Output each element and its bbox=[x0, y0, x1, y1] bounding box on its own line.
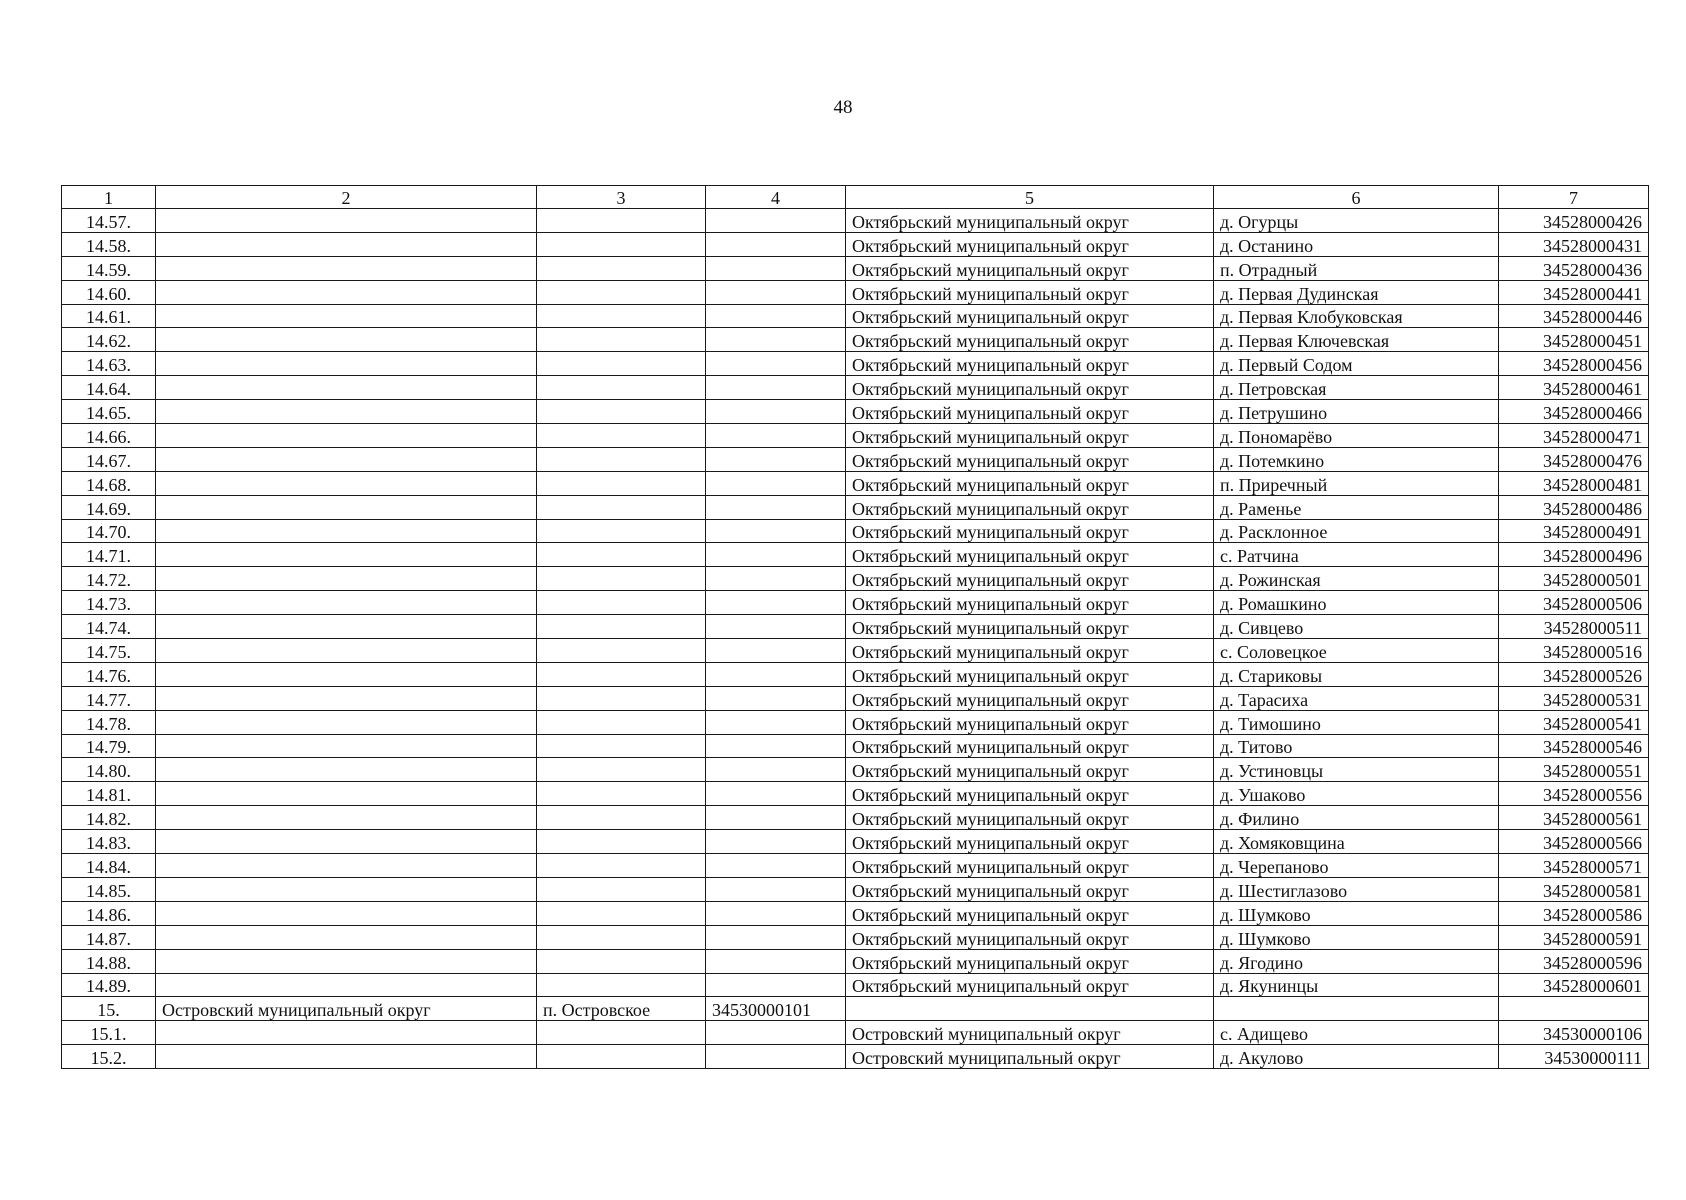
table-row bbox=[62, 686, 1649, 710]
municipality-cell bbox=[156, 639, 537, 663]
oktmo-code-cell: 34528000551 bbox=[1499, 758, 1649, 782]
municipality-cell bbox=[156, 615, 537, 639]
oktmo-code-cell: 34528000446 bbox=[1499, 304, 1649, 328]
oktmo-center-cell bbox=[706, 304, 846, 328]
district-cell: Октябрьский муниципальный округ bbox=[846, 232, 1214, 256]
oktmo-center-cell bbox=[706, 495, 846, 519]
admin-center-cell bbox=[537, 877, 706, 901]
row-number-cell: 14.61. bbox=[62, 304, 156, 328]
oktmo-code-cell: 34528000461 bbox=[1499, 376, 1649, 400]
row-number-cell: 14.85. bbox=[62, 877, 156, 901]
municipality-cell bbox=[156, 686, 537, 710]
admin-center-cell bbox=[537, 328, 706, 352]
municipality-cell bbox=[156, 304, 537, 328]
admin-center-cell bbox=[537, 662, 706, 686]
oktmo-center-cell bbox=[706, 901, 846, 925]
oktmo-center-cell bbox=[706, 543, 846, 567]
oktmo-center-cell bbox=[706, 424, 846, 448]
district-cell: Октябрьский муниципальный округ bbox=[846, 901, 1214, 925]
district-cell: Октябрьский муниципальный округ bbox=[846, 949, 1214, 973]
row-number-cell: 14.78. bbox=[62, 710, 156, 734]
settlements-table bbox=[61, 185, 1649, 1069]
district-cell: Октябрьский муниципальный округ bbox=[846, 591, 1214, 615]
district-cell: Октябрьский муниципальный округ bbox=[846, 400, 1214, 424]
settlement-cell bbox=[1214, 997, 1499, 1021]
oktmo-code-cell: 34528000451 bbox=[1499, 328, 1649, 352]
oktmo-center-cell bbox=[706, 806, 846, 830]
oktmo-center-cell bbox=[706, 1045, 846, 1069]
settlement-cell: д. Шумково bbox=[1214, 901, 1499, 925]
row-number-cell: 14.70. bbox=[62, 519, 156, 543]
table-row bbox=[62, 304, 1649, 328]
table-row bbox=[62, 806, 1649, 830]
oktmo-code-cell: 34528000476 bbox=[1499, 447, 1649, 471]
oktmo-center-cell bbox=[706, 615, 846, 639]
oktmo-code-cell: 34528000546 bbox=[1499, 734, 1649, 758]
oktmo-code-cell: 34528000541 bbox=[1499, 710, 1649, 734]
row-number-cell: 14.57. bbox=[62, 209, 156, 233]
table-row bbox=[62, 495, 1649, 519]
municipality-cell bbox=[156, 1045, 537, 1069]
oktmo-center-cell bbox=[706, 209, 846, 233]
admin-center-cell bbox=[537, 519, 706, 543]
table-row bbox=[62, 925, 1649, 949]
oktmo-center-cell bbox=[706, 591, 846, 615]
admin-center-cell bbox=[537, 830, 706, 854]
municipality-cell bbox=[156, 232, 537, 256]
row-number-cell: 14.83. bbox=[62, 830, 156, 854]
district-cell: Октябрьский муниципальный округ bbox=[846, 328, 1214, 352]
municipality-cell bbox=[156, 806, 537, 830]
row-number-cell: 14.72. bbox=[62, 567, 156, 591]
settlement-cell: д. Тимошино bbox=[1214, 710, 1499, 734]
admin-center-cell bbox=[537, 710, 706, 734]
district-cell: Октябрьский муниципальный округ bbox=[846, 352, 1214, 376]
row-number-cell: 14.76. bbox=[62, 662, 156, 686]
district-cell: Октябрьский муниципальный округ bbox=[846, 782, 1214, 806]
row-number-cell: 14.63. bbox=[62, 352, 156, 376]
settlement-cell: п. Отрадный bbox=[1214, 256, 1499, 280]
oktmo-code-cell: 34528000506 bbox=[1499, 591, 1649, 615]
table-row bbox=[62, 352, 1649, 376]
municipality-cell bbox=[156, 591, 537, 615]
admin-center-cell bbox=[537, 543, 706, 567]
admin-center-cell bbox=[537, 639, 706, 663]
municipality-cell bbox=[156, 662, 537, 686]
oktmo-center-cell bbox=[706, 232, 846, 256]
municipality-cell bbox=[156, 328, 537, 352]
municipality-cell bbox=[156, 495, 537, 519]
admin-center-cell bbox=[537, 758, 706, 782]
header-cell-col-1: 1 bbox=[62, 186, 156, 209]
oktmo-center-cell bbox=[706, 256, 846, 280]
oktmo-code-cell: 34528000596 bbox=[1499, 949, 1649, 973]
oktmo-code-cell bbox=[1499, 997, 1649, 1021]
municipality-cell bbox=[156, 1021, 537, 1045]
row-number-cell: 14.89. bbox=[62, 973, 156, 997]
admin-center-cell bbox=[537, 854, 706, 878]
district-cell: Октябрьский муниципальный округ bbox=[846, 615, 1214, 639]
oktmo-code-cell: 34528000486 bbox=[1499, 495, 1649, 519]
oktmo-center-cell bbox=[706, 328, 846, 352]
table-row bbox=[62, 949, 1649, 973]
oktmo-code-cell: 34530000111 bbox=[1499, 1045, 1649, 1069]
table-row bbox=[62, 710, 1649, 734]
municipality-cell bbox=[156, 424, 537, 448]
settlement-cell: д. Сивцево bbox=[1214, 615, 1499, 639]
table-row bbox=[62, 591, 1649, 615]
oktmo-center-cell bbox=[706, 567, 846, 591]
header-cell-col-4: 4 bbox=[706, 186, 846, 209]
district-cell: Октябрьский муниципальный округ bbox=[846, 280, 1214, 304]
row-number-cell: 14.60. bbox=[62, 280, 156, 304]
admin-center-cell bbox=[537, 256, 706, 280]
district-cell: Октябрьский муниципальный округ bbox=[846, 471, 1214, 495]
district-cell: Октябрьский муниципальный округ bbox=[846, 543, 1214, 567]
oktmo-center-cell bbox=[706, 280, 846, 304]
row-number-cell: 15. bbox=[62, 997, 156, 1021]
row-number-cell: 14.67. bbox=[62, 447, 156, 471]
row-number-cell: 14.73. bbox=[62, 591, 156, 615]
admin-center-cell bbox=[537, 424, 706, 448]
settlement-cell: д. Огурцы bbox=[1214, 209, 1499, 233]
settlement-cell: д. Пономарёво bbox=[1214, 424, 1499, 448]
oktmo-code-cell: 34528000496 bbox=[1499, 543, 1649, 567]
settlement-cell: д. Шумково bbox=[1214, 925, 1499, 949]
row-number-cell: 14.66. bbox=[62, 424, 156, 448]
settlement-cell: д. Рожинская bbox=[1214, 567, 1499, 591]
oktmo-center-cell bbox=[706, 782, 846, 806]
row-number-cell: 14.81. bbox=[62, 782, 156, 806]
oktmo-code-cell: 34530000106 bbox=[1499, 1021, 1649, 1045]
table-row bbox=[62, 543, 1649, 567]
district-cell: Октябрьский муниципальный округ bbox=[846, 639, 1214, 663]
municipality-cell bbox=[156, 877, 537, 901]
district-cell: Октябрьский муниципальный округ bbox=[846, 567, 1214, 591]
table-row bbox=[62, 256, 1649, 280]
header-cell-col-6: 6 bbox=[1214, 186, 1499, 209]
municipality-cell bbox=[156, 352, 537, 376]
oktmo-code-cell: 34528000511 bbox=[1499, 615, 1649, 639]
table-body bbox=[62, 186, 1649, 1069]
district-cell: Октябрьский муниципальный округ bbox=[846, 686, 1214, 710]
oktmo-code-cell: 34528000481 bbox=[1499, 471, 1649, 495]
municipality-cell bbox=[156, 901, 537, 925]
oktmo-center-cell bbox=[706, 447, 846, 471]
admin-center-cell bbox=[537, 615, 706, 639]
district-cell: Октябрьский муниципальный округ bbox=[846, 973, 1214, 997]
row-number-cell: 14.88. bbox=[62, 949, 156, 973]
page-number: 48 bbox=[833, 97, 853, 118]
settlement-cell: п. Приречный bbox=[1214, 471, 1499, 495]
row-number-cell: 14.82. bbox=[62, 806, 156, 830]
row-number-cell: 14.64. bbox=[62, 376, 156, 400]
settlement-cell: д. Первая Клобуковская bbox=[1214, 304, 1499, 328]
district-cell: Октябрьский муниципальный округ bbox=[846, 925, 1214, 949]
municipality-cell bbox=[156, 710, 537, 734]
settlement-cell: д. Устиновцы bbox=[1214, 758, 1499, 782]
municipality-cell bbox=[156, 973, 537, 997]
settlement-cell: д. Останино bbox=[1214, 232, 1499, 256]
table-row bbox=[62, 1045, 1649, 1069]
municipality-cell bbox=[156, 400, 537, 424]
admin-center-cell bbox=[537, 280, 706, 304]
oktmo-code-cell: 34528000566 bbox=[1499, 830, 1649, 854]
row-number-cell: 14.87. bbox=[62, 925, 156, 949]
district-cell: Октябрьский муниципальный округ bbox=[846, 304, 1214, 328]
row-number-cell: 14.62. bbox=[62, 328, 156, 352]
row-number-cell: 15.1. bbox=[62, 1021, 156, 1045]
settlement-cell: д. Черепаново bbox=[1214, 854, 1499, 878]
oktmo-code-cell: 34528000441 bbox=[1499, 280, 1649, 304]
oktmo-code-cell: 34528000581 bbox=[1499, 877, 1649, 901]
table-row bbox=[62, 471, 1649, 495]
settlement-cell: д. Хомяковщина bbox=[1214, 830, 1499, 854]
admin-center-cell bbox=[537, 209, 706, 233]
settlement-cell: д. Якунинцы bbox=[1214, 973, 1499, 997]
district-cell: Октябрьский муниципальный округ bbox=[846, 447, 1214, 471]
settlement-cell: д. Первая Ключевская bbox=[1214, 328, 1499, 352]
oktmo-center-cell bbox=[706, 854, 846, 878]
table-row bbox=[62, 734, 1649, 758]
table-row bbox=[62, 567, 1649, 591]
oktmo-code-cell: 34528000471 bbox=[1499, 424, 1649, 448]
district-cell: Октябрьский муниципальный округ bbox=[846, 758, 1214, 782]
settlement-cell: д. Первый Содом bbox=[1214, 352, 1499, 376]
municipality-cell bbox=[156, 830, 537, 854]
table-row bbox=[62, 400, 1649, 424]
municipality-cell bbox=[156, 447, 537, 471]
oktmo-center-cell bbox=[706, 376, 846, 400]
municipality-cell bbox=[156, 280, 537, 304]
settlement-cell: д. Петрушино bbox=[1214, 400, 1499, 424]
admin-center-cell bbox=[537, 447, 706, 471]
oktmo-code-cell: 34528000466 bbox=[1499, 400, 1649, 424]
table-row bbox=[62, 973, 1649, 997]
admin-center-cell: п. Островское bbox=[537, 997, 706, 1021]
district-cell: Октябрьский муниципальный округ bbox=[846, 662, 1214, 686]
oktmo-center-cell bbox=[706, 1021, 846, 1045]
header-cell-col-3: 3 bbox=[537, 186, 706, 209]
table-row bbox=[62, 376, 1649, 400]
municipality-cell bbox=[156, 854, 537, 878]
municipality-cell bbox=[156, 519, 537, 543]
oktmo-code-cell: 34528000561 bbox=[1499, 806, 1649, 830]
table-header-row bbox=[62, 186, 1649, 209]
table-row bbox=[62, 830, 1649, 854]
oktmo-center-cell bbox=[706, 758, 846, 782]
table-row bbox=[62, 877, 1649, 901]
settlement-cell: д. Титово bbox=[1214, 734, 1499, 758]
table-row bbox=[62, 782, 1649, 806]
admin-center-cell bbox=[537, 495, 706, 519]
municipality-cell bbox=[156, 925, 537, 949]
oktmo-center-cell bbox=[706, 734, 846, 758]
table-row bbox=[62, 328, 1649, 352]
admin-center-cell bbox=[537, 925, 706, 949]
settlement-cell: с. Соловецкое bbox=[1214, 639, 1499, 663]
oktmo-code-cell: 34528000431 bbox=[1499, 232, 1649, 256]
district-cell: Октябрьский муниципальный округ bbox=[846, 734, 1214, 758]
oktmo-code-cell: 34528000556 bbox=[1499, 782, 1649, 806]
row-number-cell: 14.79. bbox=[62, 734, 156, 758]
table-row bbox=[62, 280, 1649, 304]
district-cell: Октябрьский муниципальный округ bbox=[846, 256, 1214, 280]
oktmo-center-cell bbox=[706, 471, 846, 495]
row-number-cell: 14.84. bbox=[62, 854, 156, 878]
settlement-cell: д. Ромашкино bbox=[1214, 591, 1499, 615]
district-cell: Островский муниципальный округ bbox=[846, 1021, 1214, 1045]
oktmo-center-cell bbox=[706, 925, 846, 949]
table-row bbox=[62, 758, 1649, 782]
oktmo-center-cell bbox=[706, 639, 846, 663]
admin-center-cell bbox=[537, 471, 706, 495]
admin-center-cell bbox=[537, 591, 706, 615]
municipality-cell bbox=[156, 543, 537, 567]
admin-center-cell bbox=[537, 806, 706, 830]
admin-center-cell bbox=[537, 949, 706, 973]
row-number-cell: 14.71. bbox=[62, 543, 156, 567]
settlement-cell: д. Шестиглазово bbox=[1214, 877, 1499, 901]
admin-center-cell bbox=[537, 1045, 706, 1069]
settlement-cell: д. Ягодино bbox=[1214, 949, 1499, 973]
district-cell: Октябрьский муниципальный округ bbox=[846, 710, 1214, 734]
header-cell-col-7: 7 bbox=[1499, 186, 1649, 209]
oktmo-center-cell bbox=[706, 973, 846, 997]
settlement-cell: д. Филино bbox=[1214, 806, 1499, 830]
row-number-cell: 14.65. bbox=[62, 400, 156, 424]
district-cell: Октябрьский муниципальный округ bbox=[846, 854, 1214, 878]
admin-center-cell bbox=[537, 782, 706, 806]
district-cell: Октябрьский муниципальный округ bbox=[846, 376, 1214, 400]
table-row bbox=[62, 997, 1649, 1021]
admin-center-cell bbox=[537, 376, 706, 400]
oktmo-code-cell: 34528000531 bbox=[1499, 686, 1649, 710]
row-number-cell: 14.74. bbox=[62, 615, 156, 639]
municipality-cell bbox=[156, 949, 537, 973]
settlement-cell: д. Первая Дудинская bbox=[1214, 280, 1499, 304]
row-number-cell: 14.77. bbox=[62, 686, 156, 710]
table-row bbox=[62, 424, 1649, 448]
municipality-cell bbox=[156, 567, 537, 591]
settlement-cell: д. Стариковы bbox=[1214, 662, 1499, 686]
municipality-cell bbox=[156, 758, 537, 782]
oktmo-code-cell: 34528000526 bbox=[1499, 662, 1649, 686]
oktmo-center-cell bbox=[706, 949, 846, 973]
municipality-cell bbox=[156, 376, 537, 400]
admin-center-cell bbox=[537, 686, 706, 710]
row-number-cell: 14.75. bbox=[62, 639, 156, 663]
table-row bbox=[62, 662, 1649, 686]
table-row bbox=[62, 901, 1649, 925]
table-row bbox=[62, 1021, 1649, 1045]
settlement-cell: д. Потемкино bbox=[1214, 447, 1499, 471]
oktmo-code-cell: 34528000516 bbox=[1499, 639, 1649, 663]
district-cell: Октябрьский муниципальный округ bbox=[846, 424, 1214, 448]
table-row bbox=[62, 615, 1649, 639]
oktmo-center-cell bbox=[706, 686, 846, 710]
header-cell-col-5: 5 bbox=[846, 186, 1214, 209]
oktmo-center-cell: 34530000101 bbox=[706, 997, 846, 1021]
municipality-cell bbox=[156, 782, 537, 806]
municipality-cell bbox=[156, 471, 537, 495]
row-number-cell: 14.80. bbox=[62, 758, 156, 782]
admin-center-cell bbox=[537, 734, 706, 758]
admin-center-cell bbox=[537, 567, 706, 591]
oktmo-code-cell: 34528000601 bbox=[1499, 973, 1649, 997]
district-cell: Октябрьский муниципальный округ bbox=[846, 830, 1214, 854]
oktmo-center-cell bbox=[706, 830, 846, 854]
table-row bbox=[62, 232, 1649, 256]
oktmo-center-cell bbox=[706, 710, 846, 734]
settlement-cell: д. Акулово bbox=[1214, 1045, 1499, 1069]
district-cell: Октябрьский муниципальный округ bbox=[846, 806, 1214, 830]
oktmo-center-cell bbox=[706, 352, 846, 376]
row-number-cell: 14.69. bbox=[62, 495, 156, 519]
settlement-cell: д. Раменье bbox=[1214, 495, 1499, 519]
header-cell-col-2: 2 bbox=[156, 186, 537, 209]
oktmo-code-cell: 34528000456 bbox=[1499, 352, 1649, 376]
table-row bbox=[62, 519, 1649, 543]
row-number-cell: 14.59. bbox=[62, 256, 156, 280]
row-number-cell: 14.58. bbox=[62, 232, 156, 256]
municipality-cell bbox=[156, 256, 537, 280]
settlement-cell: с. Адищево bbox=[1214, 1021, 1499, 1045]
settlement-cell: с. Ратчина bbox=[1214, 543, 1499, 567]
oktmo-code-cell: 34528000591 bbox=[1499, 925, 1649, 949]
district-cell bbox=[846, 997, 1214, 1021]
row-number-cell: 14.86. bbox=[62, 901, 156, 925]
row-number-cell: 15.2. bbox=[62, 1045, 156, 1069]
municipality-cell: Островский муниципальный округ bbox=[156, 997, 537, 1021]
admin-center-cell bbox=[537, 973, 706, 997]
district-cell: Островский муниципальный округ bbox=[846, 1045, 1214, 1069]
table-row bbox=[62, 854, 1649, 878]
district-cell: Октябрьский муниципальный округ bbox=[846, 209, 1214, 233]
admin-center-cell bbox=[537, 304, 706, 328]
oktmo-center-cell bbox=[706, 877, 846, 901]
oktmo-code-cell: 34528000436 bbox=[1499, 256, 1649, 280]
oktmo-code-cell: 34528000426 bbox=[1499, 209, 1649, 233]
admin-center-cell bbox=[537, 1021, 706, 1045]
admin-center-cell bbox=[537, 400, 706, 424]
oktmo-code-cell: 34528000571 bbox=[1499, 854, 1649, 878]
settlement-cell: д. Петровская bbox=[1214, 376, 1499, 400]
district-cell: Октябрьский муниципальный округ bbox=[846, 495, 1214, 519]
oktmo-code-cell: 34528000586 bbox=[1499, 901, 1649, 925]
row-number-cell: 14.68. bbox=[62, 471, 156, 495]
admin-center-cell bbox=[537, 901, 706, 925]
oktmo-code-cell: 34528000501 bbox=[1499, 567, 1649, 591]
settlement-cell: д. Ушаково bbox=[1214, 782, 1499, 806]
oktmo-center-cell bbox=[706, 400, 846, 424]
oktmo-code-cell: 34528000491 bbox=[1499, 519, 1649, 543]
oktmo-center-cell bbox=[706, 519, 846, 543]
municipality-cell bbox=[156, 734, 537, 758]
table-row bbox=[62, 447, 1649, 471]
admin-center-cell bbox=[537, 232, 706, 256]
oktmo-center-cell bbox=[706, 662, 846, 686]
admin-center-cell bbox=[537, 352, 706, 376]
settlement-cell: д. Расклонное bbox=[1214, 519, 1499, 543]
settlement-cell: д. Тарасиха bbox=[1214, 686, 1499, 710]
table-row bbox=[62, 639, 1649, 663]
municipality-cell bbox=[156, 209, 537, 233]
district-cell: Октябрьский муниципальный округ bbox=[846, 519, 1214, 543]
district-cell: Октябрьский муниципальный округ bbox=[846, 877, 1214, 901]
table-row bbox=[62, 209, 1649, 233]
